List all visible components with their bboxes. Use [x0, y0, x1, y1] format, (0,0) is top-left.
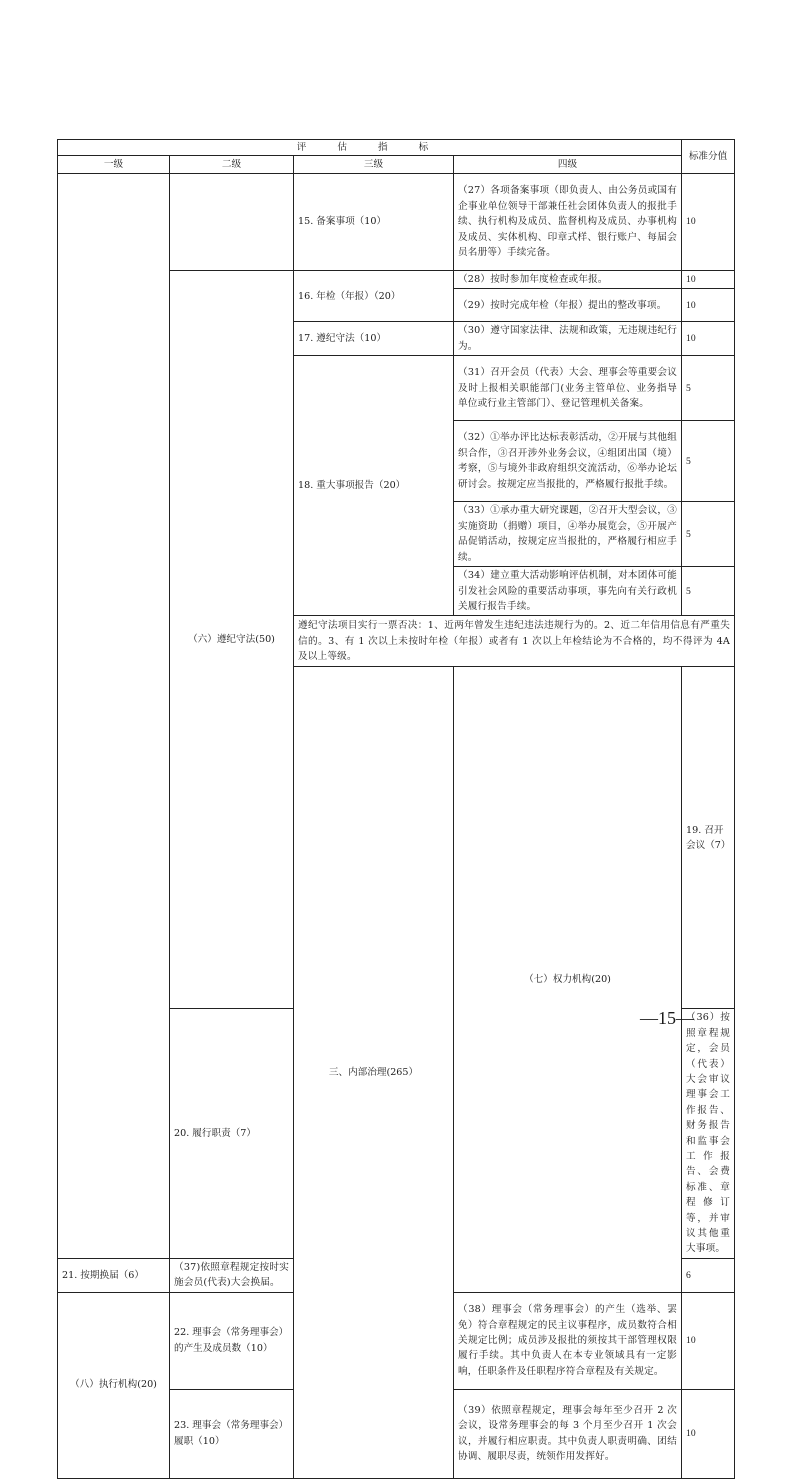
header-row-levels [58, 156, 735, 174]
level2-section-6: （六）遵纪守法(50) [170, 271, 294, 1009]
level3-item-21: 21. 按期换届（6） [58, 1258, 170, 1292]
level4-item-30: （30）遵守国家法律、法规和政策，无违规违纪行为。 [454, 322, 682, 356]
table-row [58, 174, 735, 271]
level4-item-28: （28）按时参加年度检查或年报。 [454, 271, 682, 289]
level4-item-29: （29）按时完成年检（年报）提出的整改事项。 [454, 289, 682, 322]
level4-item-31: （31）召开会员（代表）大会、理事会等重要会议及时上报相关职能部门(业务主管单位、业务指导单位或行业主管部门）、登记管理机关备案。 [454, 356, 682, 421]
score-29: 10 [682, 289, 735, 322]
level4-item-33: （33）①承办重大研究课题，②召开大型会议，③实施资助（捐赠）项目，④举办展览会，⑤开展产品促销活动，按规定应当报批的，严格履行相应手续。 [454, 502, 682, 567]
header-level1: 一级 [58, 156, 170, 174]
header-score: 标准分值 [682, 140, 735, 174]
score-33: 5 [682, 502, 735, 567]
level3-item-15: 15. 备案事项（10） [294, 174, 454, 271]
level4-item-32: （32）①举办评比达标表彰活动，②开展与其他组织合作，③召开涉外业务会议，④组团出国（境）考察，⑤与境外非政府组织交流活动，⑥举办论坛研讨会。按规定应当报批的，严格履行报批手续。 [454, 421, 682, 502]
level2-section-8: （八）执行机构(20) [58, 1292, 170, 1478]
veto-note: 遵纪守法项目实行一票否决：1、近两年曾发生违纪违法违规行为的。2、近二年信用信息有严重失信的。3、有 1 次以上未按时年检（年报）或者有 1 次以上年检结论为不合格的，均不得评为 4A 及以上等级。 [294, 616, 735, 667]
level3-item-17: 17. 遵纪守法（10） [294, 322, 454, 356]
level1-cell-blank [58, 174, 170, 1259]
score-38: 10 [682, 1292, 735, 1389]
score-31: 5 [682, 356, 735, 421]
score-28: 10 [682, 271, 735, 289]
level3-item-18: 18. 重大事项报告（20） [294, 356, 454, 616]
level4-item-34: （34）建立重大活动影响评估机制，对本团体可能引发社会风险的重要活动事项，事先向有关行政机关履行报告手续。 [454, 567, 682, 616]
score-32: 5 [682, 421, 735, 502]
page-number: —15— [640, 1008, 694, 1028]
header-level2: 二级 [170, 156, 294, 174]
score-30: 10 [682, 322, 735, 356]
level2-cell-blank [170, 174, 294, 271]
level4-item-27: （27）各项备案事项（即负责人、由公务员或国有企事业单位领导干部兼任社会团体负责人的报批手续、执行机构及成员、监督机构及成员、办事机构及成员、实体机构、印章式样、银行账户、每届会员名册等）手续完备。 [454, 174, 682, 271]
score-39: 10 [682, 1389, 735, 1478]
level3-item-23: 23. 理事会（常务理事会）履职（10） [170, 1389, 294, 1478]
evaluation-table [57, 139, 735, 1479]
header-level4: 四级 [454, 156, 682, 174]
level4-item-39: （39）依照章程规定，理事会每年至少召开 2 次会议，设常务理事会的每 3 个月至少召开 1 次会议，并履行相应职责。其中负责人职责明确、团结协调、履职尽责，统领作用发挥好。 [454, 1389, 682, 1478]
header-level3: 三级 [294, 156, 454, 174]
score-34: 5 [682, 567, 735, 616]
level4-item-37: （37)依照章程规定按时实施会员(代表)大会换届。 [170, 1258, 294, 1292]
level4-item-36: （36）按照章程规定，会员（代表）大会审议理事会工作报告、财务报告和监事会工作报告、会费标准、章程修订等，并审议其他重大事项。 [682, 1009, 735, 1259]
header-row-group [58, 140, 735, 156]
level3-item-20: 20. 履行职责（7） [170, 1009, 294, 1259]
header-group: 评 估 指 标 [58, 140, 682, 156]
level3-item-16: 16. 年检（年报）（20） [294, 271, 454, 322]
level2-section-7: （七）权力机构(20) [454, 667, 682, 1292]
level4-item-38: （38）理事会（常务理事会）的产生（选举、罢免）符合章程规定的民主议事程序，成员数符合相关规定比例；成员涉及报批的须按其干部管理权限履行手续。其中负责人在本专业领域具有一定影响，任职条件及任职程序符合章程及有关规定。 [454, 1292, 682, 1389]
score-27: 10 [682, 174, 735, 271]
level3-item-22: 22. 理事会（常务理事会）的产生及成员数（10） [170, 1292, 294, 1389]
score-37: 6 [682, 1258, 735, 1292]
level3-item-19: 19. 召开会议（7） [682, 667, 735, 1009]
level1-section-3: 三、内部治理(265） [294, 667, 454, 1478]
